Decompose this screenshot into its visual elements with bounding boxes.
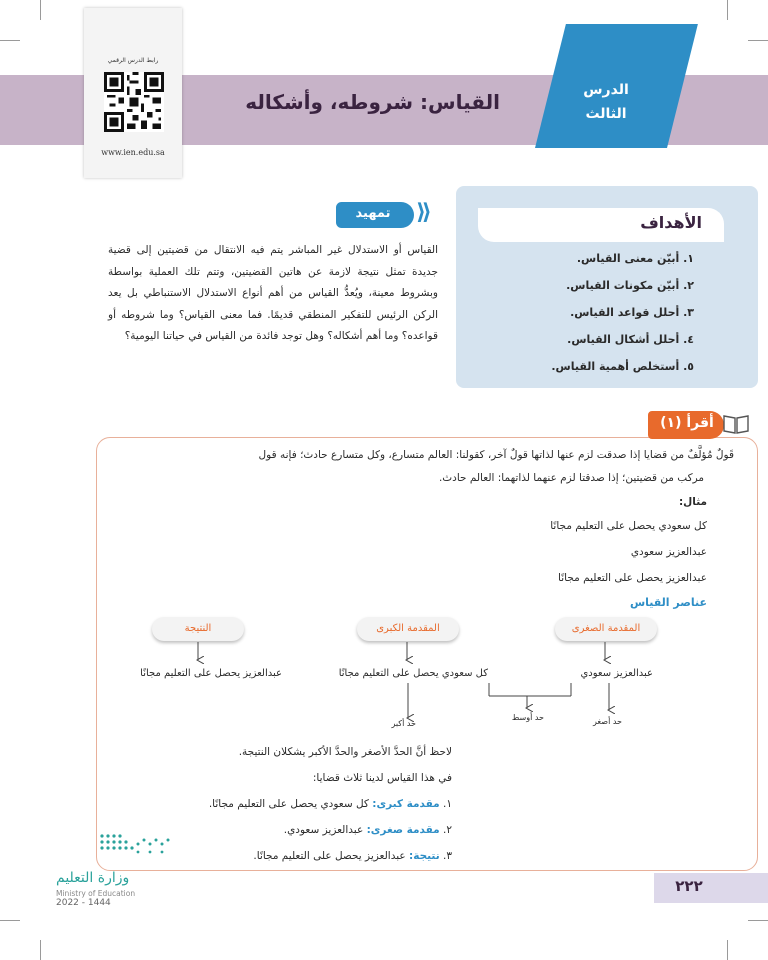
qr-code-icon[interactable] xyxy=(104,72,164,132)
proposition-text: كل سعودي يحصل على التعليم مجانًا. xyxy=(208,798,373,810)
ministry-year: 2022 - 1444 xyxy=(56,898,111,908)
read-title: أقرأ (١) xyxy=(660,415,714,431)
crop-mark xyxy=(0,40,20,41)
proposition-key: مقدمة صغرى: xyxy=(366,824,440,836)
proposition-item xyxy=(284,822,452,838)
lesson-label: الدرس xyxy=(583,82,629,98)
minor-term-label: حد أصغر xyxy=(593,717,622,726)
crop-mark xyxy=(40,940,41,960)
proposition-text: عبدالعزيز يحصل على التعليم مجانًا. xyxy=(253,850,410,862)
objective-item: ٥. أستخلص أهمية القياس. xyxy=(551,360,694,373)
lesson-number xyxy=(566,78,646,126)
definition-line: قَولٌ مُؤلَّفٌ من قضايا إذا صدقت لزم عنها لذاتها قولٌ آخر، كقولنا: العالم متسارع، وكل متسارع حادث؛ فإنه قول xyxy=(258,449,734,461)
qr-url[interactable]: www.ien.edu.sa xyxy=(101,148,165,157)
propositions-intro: في هذا القياس لدينا ثلاث قضايا: xyxy=(312,772,452,784)
crop-mark xyxy=(748,40,768,41)
qr-label: رابط الدرس الرقمي xyxy=(107,57,159,64)
objective-item: ١. أبيّن معنى القياس. xyxy=(576,252,694,265)
objectives-title: الأهداف xyxy=(640,213,702,232)
major-term-label: حد أكبر xyxy=(391,719,416,728)
definition-line: مركب من قضيتين؛ إذا صدقتا لزم عنهما لذاتهما: العالم حادث. xyxy=(438,472,704,484)
page-number: ٢٢٢ xyxy=(675,877,703,895)
crop-mark xyxy=(748,920,768,921)
example-line: عبدالعزيز سعودي xyxy=(630,546,707,558)
ministry-name-en: Ministry of Education xyxy=(56,889,136,898)
example-line: كل سعودي يحصل على التعليم مجانًا xyxy=(550,520,707,532)
minor-premise-pill: المقدمة الصغرى xyxy=(555,617,657,641)
minor-premise-text: عبدالعزيز سعودي xyxy=(580,668,653,679)
crop-mark xyxy=(727,940,728,960)
example-line: عبدالعزيز يحصل على التعليم مجانًا xyxy=(558,572,707,584)
conclusion-pill: النتيجة xyxy=(152,617,244,641)
objective-item: ٤. أحلل أشكال القياس. xyxy=(567,333,694,346)
objective-item: ٢. أبيّن مكونات القياس. xyxy=(566,279,694,292)
proposition-number: ١. xyxy=(443,798,452,810)
intro-label: تمهيد xyxy=(355,206,391,221)
ministry-logo-icon xyxy=(98,830,176,858)
ministry-name-ar: وزارة التعليم xyxy=(56,870,130,886)
middle-term-label: حد أوسط xyxy=(511,713,544,722)
page-title: القياس: شروطه، وأشكاله xyxy=(245,90,500,114)
book-icon xyxy=(722,412,750,436)
note-line: لاحظ أنَّ الحدَّ الأصغر والحدَّ الأكبر يشكلان النتيجة. xyxy=(238,746,452,758)
crop-mark xyxy=(0,920,20,921)
conclusion-text: عبدالعزيز يحصل على التعليم مجانًا xyxy=(140,668,282,679)
crop-mark xyxy=(727,0,728,20)
proposition-key: نتيجة: xyxy=(409,850,440,862)
intro-paragraph: القياس أو الاستدلال غير المباشر يتم فيه الانتقال من قضيتين إلى قضية جديدة تمثل نتيجة لازمة عن هاتين القضيتين، وتتم تلك العملية بواسطة وبشروط معينة، ويُعدُّ القياس من أهم أنواع الاستدلال الاستنباطي بل يعد الركن الرئيس للتفكير المنطقي قديمًا. فما معنى القياس؟ وما شروطه أو قواعده؟ وما أهم أشكاله؟ وهل توجد فائدة من القياس في حياتنا اليومية؟ xyxy=(108,244,438,342)
double-chevron-icon: ⟫ xyxy=(416,200,432,225)
proposition-key: مقدمة كبرى: xyxy=(372,798,440,810)
proposition-item xyxy=(209,796,452,812)
proposition-number: ٣. xyxy=(443,850,452,862)
lesson-ordinal: الثالث xyxy=(585,106,627,122)
major-premise-pill: المقدمة الكبرى xyxy=(357,617,459,641)
proposition-text: عبدالعزيز سعودي. xyxy=(283,824,367,836)
proposition-item xyxy=(253,848,452,864)
example-label: مثال: xyxy=(678,496,707,508)
objective-item: ٣. أحلل قواعد القياس. xyxy=(570,306,694,319)
major-premise-text: كل سعودي يحصل على التعليم مجانًا xyxy=(338,668,488,679)
elements-title: عناصر القياس xyxy=(629,596,707,609)
crop-mark xyxy=(40,0,41,20)
proposition-number: ٢. xyxy=(443,824,452,836)
